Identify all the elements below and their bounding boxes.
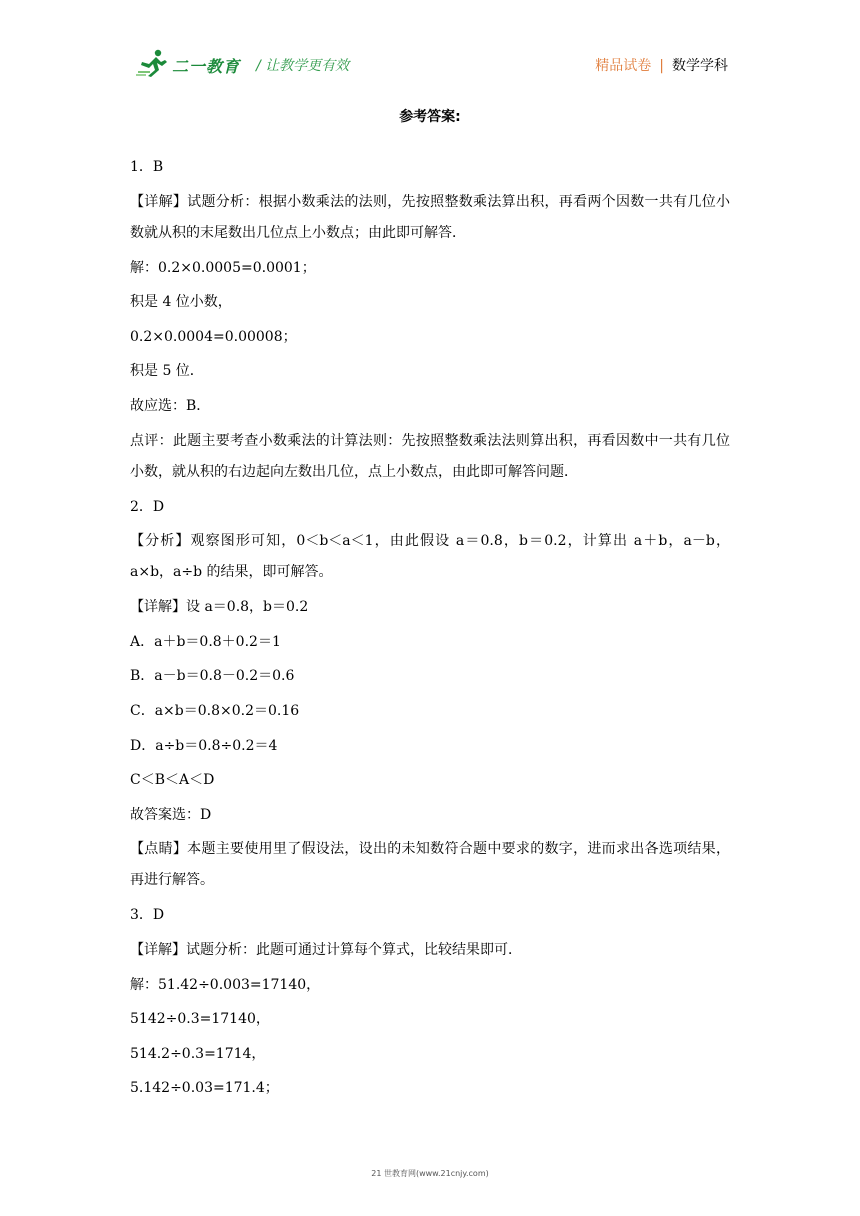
answer-line: C．a×b＝0.8×0.2＝0.16 [130,702,300,719]
answer-line: 【详解】设 a＝0.8，b＝0.2 [130,599,309,616]
running-figure-logo-icon [136,48,170,78]
header-separator: | [659,58,664,74]
answer-line: A．a＋b＝0.8＋0.2＝1 [130,633,281,650]
answer-line: B．a－b＝0.8－0.2＝0.6 [130,668,295,685]
answer-line: 【点睛】本题主要使用里了假设法，设出的未知数符合题中要求的数字，进而求出各选项结果，再进行解答。 [130,841,730,889]
brand-name: 二一教育 [172,57,241,76]
answer-line: 514.2÷0.3=1714， [130,1045,266,1062]
answer-line: 1．B [130,159,164,175]
premium-label: 精品试卷 [595,58,652,74]
answer-line: 3．D [130,907,165,924]
answer-line: 【详解】试题分析：此题可通过计算每个算式，比较结果即可． [130,941,522,958]
brand-slogan: / 让教学更有效 [256,58,350,74]
subject-label: 数学学科 [672,58,728,74]
answer-line: 解：51.42÷0.003=17140， [130,976,321,993]
answer-line: 【详解】试题分析：根据小数乘法的法则，先按照整数乘法算出积，再看两个因数一共有几位小数就从积的末尾数出几位点上小数点；由此即可解答． [130,193,730,241]
answer-line: 【分析】观察图形可知，0＜b＜a＜1，由此假设 a＝0.8，b＝0.2，计算出 a＋b，a－b，a×b，a÷b 的结果，即可解答。 [130,533,730,581]
answer-line: C＜B＜A＜D [130,772,215,789]
answer-line: 2．D [130,498,165,515]
header-right [595,55,728,75]
answer-line: 5142÷0.3=17140， [130,1011,270,1028]
answer-line: D．a÷b＝0.8÷0.2＝4 [130,737,278,754]
page-footer: 21 世教育网(www.21cnjy.com) [371,1169,489,1178]
page-title: 参考答案: [399,109,461,125]
page-header [130,44,730,84]
answer-line: 故应选：B． [130,397,211,414]
answer-line: 解：0.2×0.0005=0.0001； [130,259,316,276]
answer-content [130,150,730,1106]
answer-line: 0.2×0.0004=0.00008； [130,328,297,345]
answer-line: 5.142÷0.03=171.4； [130,1080,279,1097]
answer-line: 点评：此题主要考查小数乘法的计算法则：先按照整数乘法法则算出积，再看因数中一共有几位小数，就从积的右边起向左数出几位，点上小数点，由此即可解答问题． [130,432,730,480]
answer-line: 积是 4 位小数， [130,294,232,311]
answer-line: 积是 5 位． [130,363,204,380]
answer-line: 故答案选：D [130,806,212,823]
